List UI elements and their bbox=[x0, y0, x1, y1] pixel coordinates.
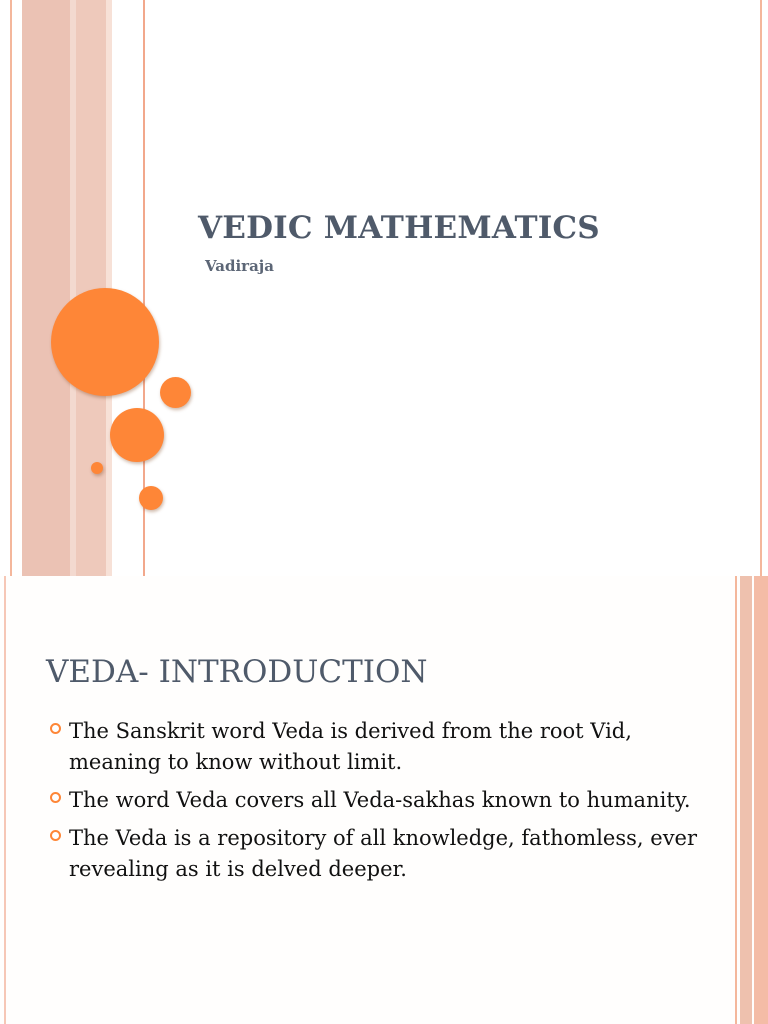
decorative-stripe bbox=[754, 576, 768, 1024]
bullet-text: The word Veda covers all Veda-sakhas known to humanity. bbox=[69, 788, 691, 812]
bullet-icon bbox=[50, 792, 61, 803]
bullet-text: The Sanskrit word Veda is derived from the root Vid, meaning to know without limit. bbox=[69, 719, 632, 774]
slide-subtitle: Vadiraja bbox=[205, 257, 274, 275]
decorative-circle bbox=[160, 377, 191, 408]
content-slide bbox=[0, 576, 768, 1024]
decorative-stripe bbox=[760, 0, 762, 576]
decorative-stripe bbox=[22, 0, 70, 576]
decorative-circle bbox=[110, 408, 164, 462]
list-item bbox=[46, 823, 706, 885]
list-item bbox=[46, 785, 706, 816]
slide-title: VEDA- INTRODUCTION bbox=[46, 654, 428, 690]
slide-title: VEDIC MATHEMATICS bbox=[198, 210, 600, 246]
bullet-icon bbox=[50, 830, 61, 841]
bullet-text: The Veda is a repository of all knowledge, fathomless, ever revealing as it is delved deeper. bbox=[69, 826, 698, 881]
decorative-circle bbox=[91, 462, 103, 474]
bullet-icon bbox=[50, 723, 61, 734]
decorative-stripe bbox=[4, 576, 6, 1024]
decorative-circle bbox=[51, 288, 159, 396]
decorative-stripe bbox=[740, 576, 752, 1024]
decorative-stripe bbox=[735, 576, 737, 1024]
list-item bbox=[46, 716, 706, 778]
decorative-stripe bbox=[10, 0, 12, 576]
bullet-list bbox=[46, 716, 706, 892]
decorative-circle bbox=[139, 486, 163, 510]
